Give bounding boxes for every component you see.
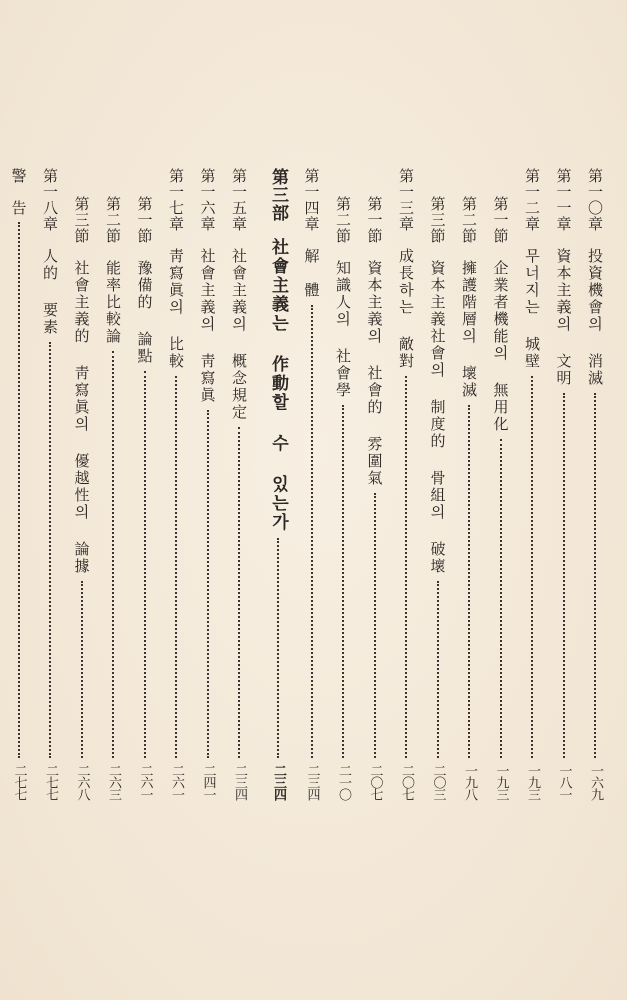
toc-entry-title: 投資機會의 消滅: [586, 248, 604, 387]
dot-leader: [405, 376, 407, 758]
toc-entry-number: 第一四章: [302, 168, 321, 232]
toc-row: [361, 196, 389, 800]
table-of-contents: [1, 168, 609, 800]
toc-entry-number: 第二節: [460, 196, 478, 244]
toc-entry-section: [131, 168, 159, 800]
toc-page-number: 一九三: [525, 764, 540, 800]
dot-leader: [374, 493, 376, 758]
dot-leader: [144, 371, 146, 758]
dot-leader: [238, 427, 240, 758]
toc-entry-number: 第二節: [104, 196, 122, 244]
toc-entry-number: 第一節: [491, 196, 510, 244]
toc-entry-chapter: [581, 168, 609, 800]
toc-row: [455, 196, 483, 800]
toc-entry-title: 社會主義의 概念規定: [230, 248, 248, 421]
toc-entry-title: 解 體: [302, 248, 321, 299]
toc-entry-section: [329, 168, 357, 800]
toc-row: [581, 168, 609, 800]
toc-row: [518, 168, 546, 800]
dot-leader: [81, 581, 83, 758]
toc-page-number: 二七七: [43, 764, 58, 800]
toc-entry-section: [99, 168, 127, 800]
toc-row: [162, 168, 190, 800]
toc-page-number: 二〇三: [430, 764, 446, 800]
toc-row: [131, 196, 159, 800]
toc-page-number: 一六九: [588, 764, 603, 800]
toc-row: [487, 196, 515, 800]
toc-row: [194, 168, 222, 800]
toc-entry-title: 社會主義는 作動할 수 있는가: [268, 238, 288, 532]
dot-leader: [112, 351, 114, 758]
toc-row: [68, 196, 96, 800]
toc-entry-chapter: [194, 168, 222, 800]
toc-entry-title: 資本主義의 文明: [554, 248, 573, 387]
toc-entry-title: 靑寫眞의 比較: [167, 248, 185, 370]
toc-entry-number: 第一八章: [41, 168, 59, 232]
toc-entry-chapter: [550, 168, 578, 800]
dot-leader: [49, 342, 51, 758]
toc-row: [298, 168, 326, 800]
dot-leader: [531, 376, 533, 758]
toc-page-number: 二六三: [106, 764, 121, 800]
toc-page-number: 一九三: [493, 764, 509, 800]
dot-leader: [437, 581, 439, 758]
toc-page-number: 二六八: [74, 764, 90, 800]
toc-entry-title: 擁護階層의 壞滅: [460, 260, 478, 399]
toc-entry-chapter: [5, 168, 33, 800]
toc-entry-section: [487, 168, 515, 800]
toc-entry-chapter: [162, 168, 190, 800]
toc-page-number: 二四一: [200, 764, 216, 800]
toc-entry-number: 第一七章: [167, 168, 185, 232]
toc-page-number: 二〇七: [367, 764, 383, 800]
toc-page-number: 二〇七: [399, 764, 414, 800]
toc-entry-title: 무너지는 城壁: [523, 248, 541, 370]
dot-leader: [342, 405, 344, 758]
dot-leader: [18, 222, 20, 758]
dot-leader: [277, 538, 279, 758]
toc-page-number: 二六一: [169, 764, 184, 800]
toc-entry-title: 資本主義의 社會的 雰圍氣: [365, 260, 384, 487]
toc-row: [5, 168, 33, 800]
dot-leader: [175, 376, 177, 758]
toc-entry-number: 第一五章: [230, 168, 248, 232]
dot-leader: [594, 393, 596, 758]
toc-entry-number: 第一六章: [198, 168, 217, 232]
toc-entry-section: [424, 168, 452, 800]
toc-row: [262, 168, 294, 800]
toc-entry-title: 社會主義的 靑寫眞의 優越性의 論據: [72, 260, 91, 575]
toc-entry-chapter: [392, 168, 420, 800]
toc-entry-section: [361, 168, 389, 800]
toc-entry-title: 豫備的 論點: [135, 260, 154, 365]
toc-page-number: 二三四: [304, 764, 320, 800]
toc-entry-section: [455, 168, 483, 800]
toc-page-number: 一八一: [556, 764, 572, 800]
dot-leader: [563, 393, 565, 758]
dot-leader: [500, 439, 502, 758]
toc-entry-chapter: [298, 168, 326, 800]
dot-leader: [468, 405, 470, 758]
toc-entry-number: 第二節: [334, 196, 352, 244]
toc-entry-title: 資本主義社會의 制度的 骨組의 破壞: [428, 260, 447, 575]
toc-row: [424, 196, 452, 800]
toc-page-number: 二七七: [11, 764, 27, 800]
dot-leader: [207, 410, 209, 758]
toc-row: [99, 196, 127, 800]
toc-entry-number: 第一〇章: [586, 168, 604, 232]
toc-page-number: 二三四: [232, 764, 247, 800]
toc-page-number: 一九八: [462, 764, 477, 800]
toc-row: [225, 168, 253, 800]
toc-entry-number: 第一節: [365, 196, 384, 244]
toc-row: [550, 168, 578, 800]
toc-entry-title: 能率比較論: [104, 260, 122, 345]
dot-leader: [311, 305, 313, 758]
toc-entry-title: 企業者機能의 無用化: [491, 260, 510, 433]
toc-page-number: 二一〇: [336, 764, 351, 800]
toc-entry-title: 人的 要素: [41, 248, 59, 336]
toc-entry-number: 第三節: [428, 196, 447, 244]
toc-row: [329, 196, 357, 800]
toc-entry-title: 成長하는 敵對: [397, 248, 415, 370]
toc-entry-number: 第一二章: [523, 168, 541, 232]
toc-entry-part: [262, 168, 294, 800]
toc-entry-title: 社會主義의 靑寫眞: [198, 248, 217, 404]
toc-entry-number: 警 告: [9, 168, 28, 216]
toc-entry-chapter: [518, 168, 546, 800]
toc-page-number: 二三四: [271, 764, 286, 800]
toc-entry-chapter: [36, 168, 64, 800]
toc-entry-number: 第三部: [268, 168, 288, 222]
toc-entry-number: 第一節: [135, 196, 154, 244]
toc-entry-number: 第一三章: [397, 168, 415, 232]
toc-entry-section: [68, 168, 96, 800]
toc-row: [36, 168, 64, 800]
toc-entry-number: 第一一章: [554, 168, 573, 232]
toc-row: [392, 168, 420, 800]
toc-entry-number: 第三節: [72, 196, 91, 244]
toc-page-number: 二六一: [137, 764, 153, 800]
toc-entry-title: 知識人의 社會學: [334, 260, 352, 399]
toc-entry-chapter: [225, 168, 253, 800]
